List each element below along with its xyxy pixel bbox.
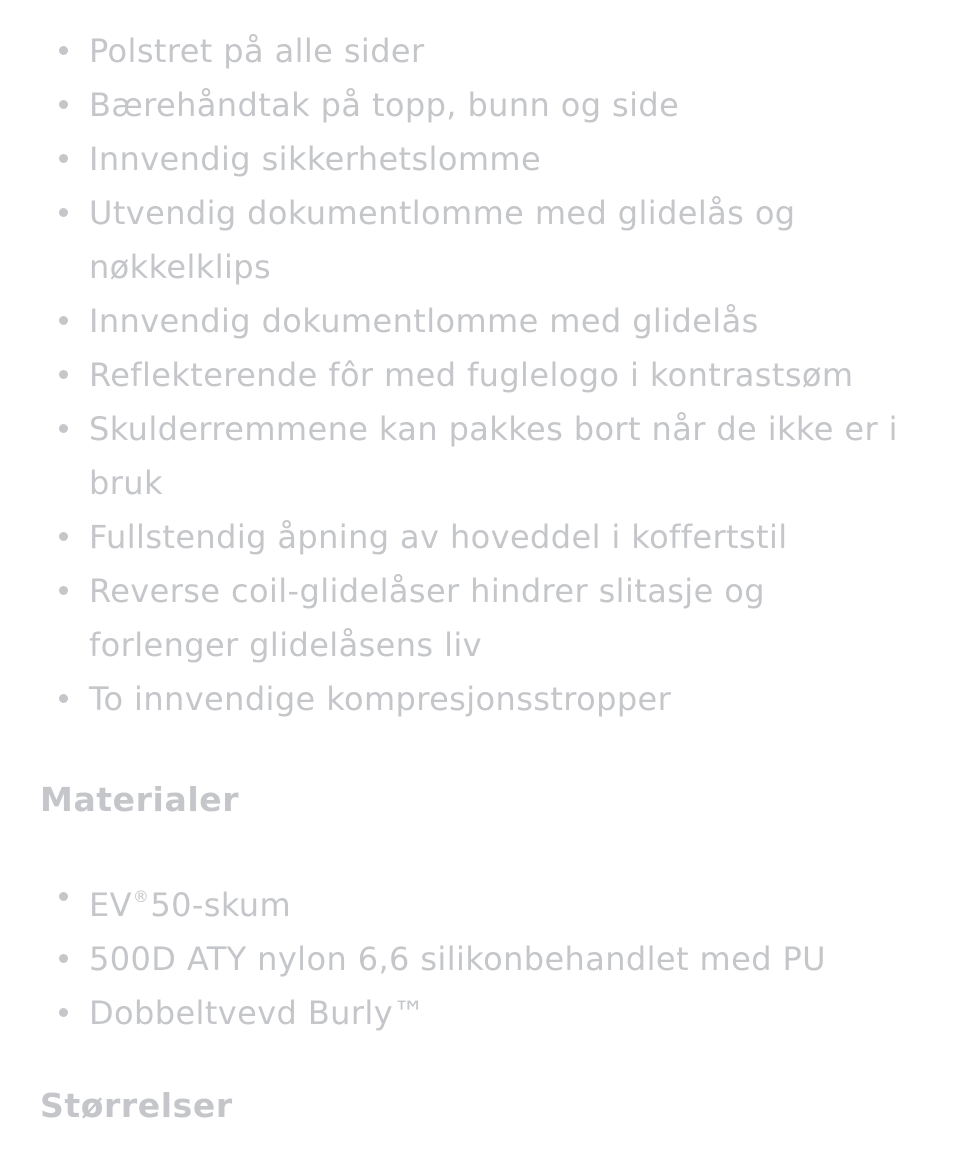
- list-item: [0, 564, 960, 672]
- bullet-icon: [59, 208, 68, 217]
- registered-mark: ®: [132, 887, 150, 906]
- list-item: [0, 78, 960, 132]
- bullet-icon: [59, 954, 68, 963]
- list-item: [0, 132, 960, 186]
- list-item: [0, 294, 960, 348]
- bullet-icon: [59, 424, 68, 433]
- list-item: [0, 186, 960, 294]
- bullet-icon: [59, 1008, 68, 1017]
- feature-text: To innvendige kompresjonsstropper: [89, 680, 672, 718]
- list-item: [0, 672, 960, 726]
- feature-text: Fullstendig åpning av hoveddel i koffertstil: [89, 518, 788, 556]
- material-suffix: 50-skum: [150, 886, 292, 924]
- list-item: [0, 402, 960, 510]
- bullet-icon: [59, 586, 68, 595]
- material-text: 500D ATY nylon 6,6 silikonbehandlet med PU: [89, 940, 827, 978]
- bullet-icon: [59, 154, 68, 163]
- bullet-icon: [59, 100, 68, 109]
- list-item: [0, 348, 960, 402]
- bullet-icon: [59, 46, 68, 55]
- material-prefix: EV: [89, 886, 132, 924]
- feature-text: Reverse coil-glidelåser hindrer slitasje og forlenger glidelåsens liv: [89, 572, 765, 664]
- feature-text: Innvendig dokumentlomme med glidelås: [89, 302, 759, 340]
- materials-list: [0, 870, 960, 1040]
- list-item: [0, 510, 960, 564]
- materials-heading: Materialer: [40, 780, 240, 819]
- list-item: [0, 870, 960, 932]
- sizes-heading: Størrelser: [40, 1086, 233, 1125]
- feature-text: Bærehåndtak på topp, bunn og side: [89, 86, 680, 124]
- feature-text: Utvendig dokumentlomme med glidelås og nøkkelklips: [89, 194, 796, 286]
- bullet-icon: [59, 694, 68, 703]
- list-item: [0, 986, 960, 1040]
- bullet-icon: [59, 532, 68, 541]
- bullet-icon: [59, 316, 68, 325]
- material-text: Dobbeltvevd Burly™: [89, 994, 426, 1032]
- bullet-icon: [59, 892, 68, 901]
- feature-text: Skulderremmene kan pakkes bort når de ikke er i bruk: [89, 410, 898, 502]
- list-item: [0, 932, 960, 986]
- features-list: [0, 24, 960, 726]
- feature-text: Innvendig sikkerhetslomme: [89, 140, 542, 178]
- bullet-icon: [59, 370, 68, 379]
- list-item: [0, 24, 960, 78]
- feature-text: Reflekterende fôr med fuglelogo i kontrastsøm: [89, 356, 854, 394]
- feature-text: Polstret på alle sider: [89, 32, 425, 70]
